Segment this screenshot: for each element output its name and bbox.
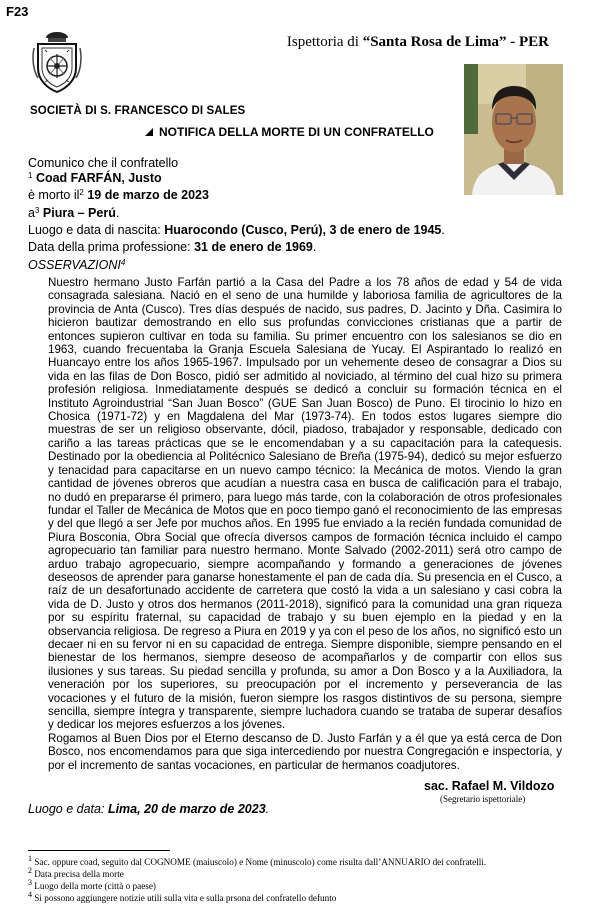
observations-label — [28, 258, 125, 272]
footnote-divider — [28, 850, 170, 851]
observations-label-text: OSSERVAZIONI — [28, 258, 121, 272]
death-date: 19 de marzo de 2023 — [87, 188, 209, 202]
footnote-ref-1: 1 — [28, 171, 33, 180]
footnote-text: Si possono aggiungere notizie utili sulla vita e sulla prsona del confratello defunto — [34, 893, 337, 903]
triangle-marker-icon — [145, 128, 153, 136]
form-code: F23 — [6, 4, 29, 19]
footnote-ref-3: 3 — [34, 206, 40, 215]
footnote — [28, 866, 124, 880]
organization-name: SOCIETÀ DI S. FRANCESCO DI SALES — [30, 105, 246, 117]
deceased-name-line — [28, 171, 162, 186]
province-header — [287, 34, 549, 51]
footnote-text: Sac. oppure coad, seguito dal COGNOME (maiuscolo) e Nome (minuscolo) come risulta dall’ANNUARIO dei confratelli. — [34, 857, 487, 867]
footnote — [28, 854, 487, 868]
footnote-text: Luogo della morte (città o paese) — [34, 881, 156, 891]
death-place-label: a — [28, 206, 35, 220]
profession-label: Data della prima professione: — [28, 240, 195, 254]
footnote — [28, 890, 337, 904]
province-name: “Santa Rosa de Lima” — [362, 34, 507, 50]
footnote-number: 4 — [28, 890, 32, 899]
death-place-line: $a^3$ Piura – Perú. — [28, 206, 120, 220]
notice-title-text: NOTIFICA DELLA MORTE DI UN CONFRATELLO — [159, 125, 434, 139]
death-place: Piura – Perú — [42, 206, 116, 220]
obituary-paragraph: Rogamos al Buen Dios por el Eterno descanso de D. Justo Farfán y a él que ya está cerca de Don Bosco, nos encomendamos para que siga intercediendo por nuestra Congregación e inspectoría, y por el incremento de santas vocaciones, en particular de hermanos coadjutores. — [48, 731, 562, 772]
footnote-ref-2: 2 — [79, 188, 84, 197]
footnote — [28, 878, 156, 892]
death-date-label: è morto il — [28, 188, 80, 202]
obituary-paragraph: Nuestro hermano Justo Farfán partió a la Casa del Padre a los 78 años de edad y 54 de vida consagrada salesiana. Nació en el seno de una humilde y laboriosa familia de agricultores de la provincia de Anta (Cusco). Tres días después de nacido, sus padres, D. Jacinto y Dña. Casimira lo hicieron bautizar demostrando en ello sus profundas convicciones cristianas que a partir de entonces supieron cultivar en toda su familia. Su primer encuentro con los salesianos se dio en 1963, cuando frecuentaba la Granja Escuela Salesiana de Yucay. El Aspirantado lo realizó en Huancayo entre los años 1965-1967. Impulsado por un vehemente deseo de consagrar a Dios su vida en las filas de Don Bosco, pidió ser admitido al noviciado, al término del cual hizo su primera profesión religiosa. Inmediatamente después se dedicó a concluir su formación técnica en el Instituto Agroindustrial “San Juan Bosco” (GUE San Juan Bosco) de Puno. El tirocinio lo hizo en Chosica (1971-72) y en Magdalena del Mar (1973-74). En todos estos lugares siempre dio muestras de ser un religioso observante, dócil, piadoso, trabajador y responsable, dedicado con cariño a las tareas prácticas que se le encomendaban y a su capacitación para la catequesis. Destinado por la obediencia al Politécnico Salesiano de Breña (1975-94), dedicó su mejor esfuerzo y tenacidad para capacitarse en un nuevo campo técnico: la Mecánica de motos. Viendo la gran cantidad de jóvenes obreros que acudían a nuestra casa en busca de calificación para el trabajo, no dudó en prepararse él primero, para luego más tarde, con la colaboración de otros profesionales fundar el Taller de Mecánica de Motos que en poco tiempo ganó el reconocimiento de las empresas y del que llegó a ser Jefe por muchos años. En 1995 fue enviado a la recién fundada comunidad de Piura Bosconia, Obra Social que ofrecía diversos campos de formación técnica incluido el campo agropecuario tan familiar para nuestro hermano. Monte Salvado (2002-2011) será otro campo de arduo trabajo agropecuario, siempre acompañando y formando a generaciones de jóvenes deseosos de aprender para ganarse honestamente el pan de cada día. Su presencia en el Cusco, a raíz de un desafortunado accidente de carretera que costó la vida a un salesiano y casi cobra la vida de D. Justo y otros dos hermanos (2011-2018), significó para la comunidad una gran riqueza por su espíritu fraternal, su capacidad de trabajo y su buen ejemplo en la piedad y en la observancia religiosa. De regreso a Piura en 2019 y ya con el peso de los años, no significó esto un decaer ni en su fervor ni en su capacidad de entrega. Siempre disponible, siempre pensando en el bienestar de los hermanos, siempre deseoso de acompañarlos y de compartir con ellos sus ilusiones y sus tareas. Su piedad sencilla y profunda, su amor a Don Bosco y a la Auxiliadora, la veneración por los superiores, su preocupación por el incremento y perseverancia de las vocaciones y el futuro de la misión, fueron siempre los rasgos distintivos de su persona, siempre sencilla, siempre íntegra y transparente, siempre luchadora cuando se trataba de superar desafíos y dedicar los mejores esfuerzos a los jóvenes. — [48, 276, 562, 732]
profession-line: Data della prima professione: 31 de enero de 1969. — [28, 240, 317, 254]
notice-title — [145, 125, 434, 139]
obituary-body — [48, 276, 562, 772]
footnote-number: 1 — [28, 854, 32, 863]
signatory-name: sac. Rafael M. Vildozo — [424, 779, 555, 793]
deceased-name: Coad FARFÁN, Justo — [35, 171, 162, 185]
signatory-role: (Segretario ispettoriale) — [440, 794, 526, 804]
birth-line: Luogo e data di nascita: Huarocondo (Cusco, Perú), 3 de enero de 1945. — [28, 223, 445, 237]
province-suffix: - PER — [506, 34, 549, 50]
footnote-number: 3 — [28, 878, 32, 887]
footnote-ref-4: 4 — [120, 258, 126, 267]
intro-line: Comunico che il confratello — [28, 156, 179, 170]
place-date-label: Luogo e data: — [28, 802, 108, 816]
death-date-line — [28, 188, 209, 203]
footnote-text: Data precisa della morte — [34, 869, 124, 879]
footnote-number: 2 — [28, 866, 32, 875]
birth-value: Huarocondo (Cusco, Perú), 3 de enero de 1945 — [164, 223, 442, 237]
portrait-photo — [464, 64, 563, 195]
birth-label: Luogo e data di nascita: — [28, 223, 165, 237]
place-date-line: Luogo e data: Lima, 20 de marzo de 2023. — [28, 802, 270, 816]
profession-value: 31 de enero de 1969 — [194, 240, 313, 254]
province-prefix: Ispettoria di — [286, 34, 363, 50]
salesian-emblem-logo — [30, 30, 84, 94]
place-date-value: Lima, 20 de marzo de 2023 — [107, 802, 266, 816]
